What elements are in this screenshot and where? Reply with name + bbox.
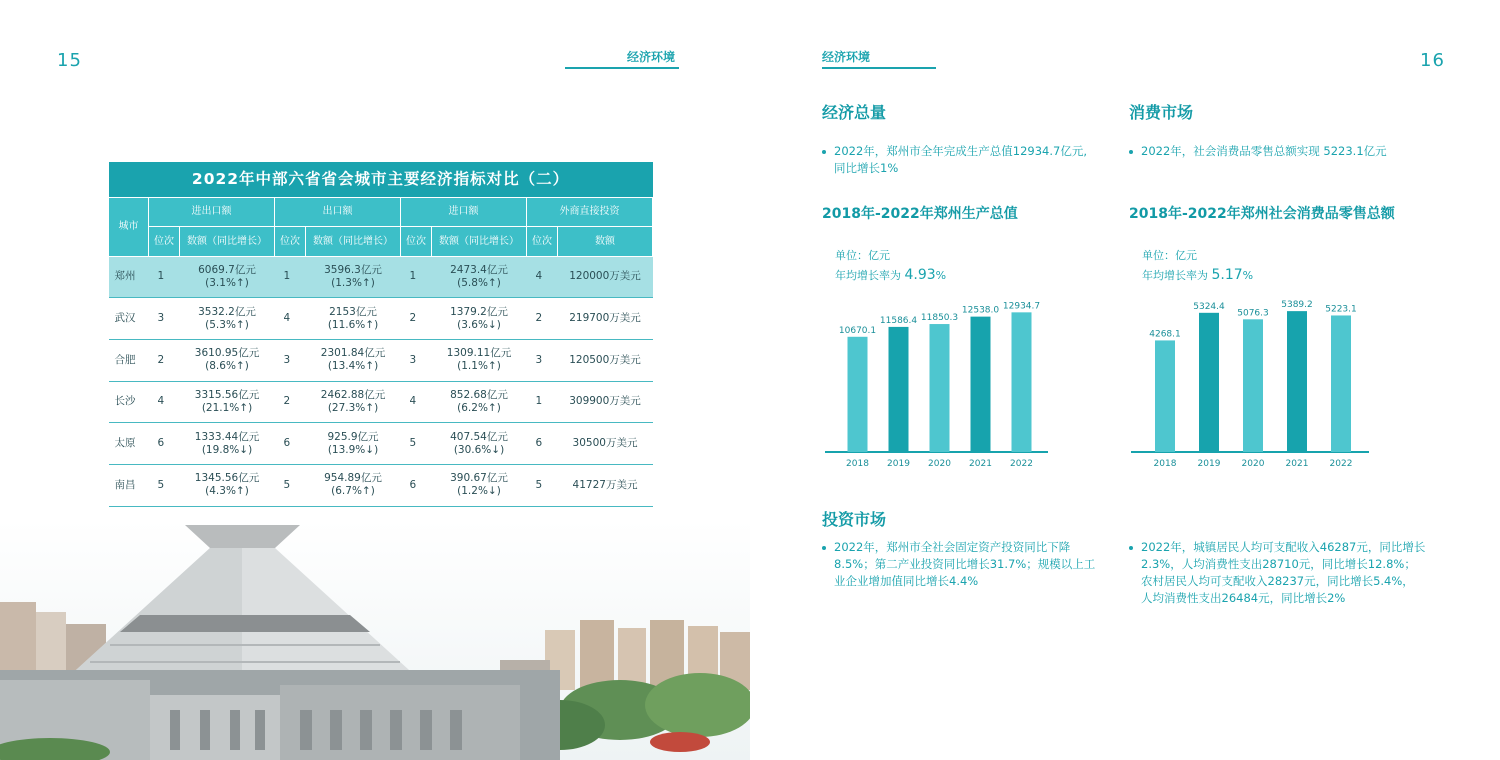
- chart-value-label: 11850.3: [920, 313, 959, 324]
- table-cell-city: [109, 423, 149, 465]
- table-sub-header: 数额（同比增长）: [432, 226, 527, 256]
- growth-rate-value: 4.93: [904, 267, 936, 283]
- gdp-bar-chart: [825, 285, 1050, 475]
- table-cell-city-value: 长沙: [114, 395, 136, 408]
- table-cell-amount-value: 390.67亿元: [450, 472, 508, 485]
- table-cell-rank-value: 1: [157, 270, 165, 283]
- chart-x-tick-label: 2022: [1329, 459, 1353, 469]
- table-cell-rank-value: 1: [535, 395, 543, 408]
- table-group-header: 进口额: [401, 197, 527, 226]
- bullet-dot: [1129, 150, 1133, 154]
- table-cell-rank: [149, 423, 180, 465]
- table-cell-rank: [401, 298, 432, 340]
- table-row: [109, 298, 653, 340]
- table-cell-amount-value: 407.54亿元: [450, 430, 508, 443]
- table-cell-amount: [558, 256, 653, 298]
- chart-bar: [1287, 311, 1307, 452]
- gdp-chart-unit: 单位：亿元: [835, 249, 890, 262]
- table-row: [109, 381, 653, 423]
- table-header-city: 城市: [109, 197, 149, 256]
- table-cell-rank: [149, 256, 180, 298]
- table-cell-rank-value: 6: [157, 437, 165, 450]
- gdp-chart-title: 2018年-2022年郑州生产总值: [822, 206, 1018, 222]
- table-cell-amount: [180, 339, 275, 381]
- table-cell-rank-value: 2: [409, 312, 417, 325]
- table-cell-rank-value: 5: [409, 437, 417, 450]
- table-cell-amount-value: 309900万美元: [569, 395, 641, 408]
- table-row: [109, 464, 653, 506]
- table-cell-rank: [527, 381, 558, 423]
- chart-value-label: 5324.4: [1193, 301, 1225, 312]
- table-cell-rank-value: 1: [283, 270, 291, 283]
- table-cell-amount: [306, 298, 401, 340]
- chart-value-label: 11586.4: [879, 315, 918, 326]
- table-cell-amount-growth: (3.1%↑): [205, 276, 249, 289]
- table-cell-rank: [401, 464, 432, 506]
- table-cell-rank-value: 2: [283, 395, 291, 408]
- table-cell-amount-value: 3532.2亿元: [198, 305, 256, 318]
- page-number-left: 15: [57, 50, 82, 71]
- chart-x-tick-label: 2022: [1010, 459, 1033, 469]
- table-cell-amount-value: 3596.3亿元: [324, 263, 382, 276]
- table-cell-amount-growth: (1.2%↓): [457, 485, 501, 498]
- table-cell-city: [109, 464, 149, 506]
- table-cell-amount: [432, 381, 527, 423]
- table-cell-rank: [275, 339, 306, 381]
- table-cell-rank: [149, 298, 180, 340]
- retail-chart-unit: 单位：亿元: [1142, 249, 1197, 262]
- table-cell-amount-value: 2473.4亿元: [450, 263, 508, 276]
- table-cell-rank-value: 3: [157, 312, 165, 325]
- table-cell-amount: [180, 423, 275, 465]
- table-cell-amount-growth: (27.3%↑): [327, 401, 379, 414]
- table-cell-amount-growth: (3.6%↓): [457, 318, 501, 331]
- table-cell-amount-value: 3315.56亿元: [194, 388, 260, 401]
- table-cell-rank-value: 3: [535, 353, 543, 366]
- table-row: [109, 256, 653, 298]
- gdp-bullet-line: 2022年，郑州市全年完成生产总值12934.7亿元,: [834, 144, 1087, 158]
- city-comparison-table: [108, 162, 653, 507]
- chart-bar: [930, 324, 950, 452]
- investment-bullet-line: 2022年，郑州市全社会固定资产投资同比下降: [834, 540, 1071, 554]
- growth-rate-prefix: 年均增长率为: [835, 269, 901, 282]
- table-cell-city: [109, 339, 149, 381]
- table-cell-city-value: 武汉: [114, 312, 136, 325]
- table-cell-amount-value: 120500万美元: [569, 353, 641, 366]
- table-group-header: 进出口额: [149, 197, 275, 226]
- table-cell-amount: [432, 298, 527, 340]
- table-cell-amount: [306, 381, 401, 423]
- chart-value-label: 4268.1: [1149, 329, 1181, 340]
- table-cell-amount-value: 3610.95亿元: [194, 347, 260, 360]
- table-cell-rank: [401, 256, 432, 298]
- table-cell-amount: [180, 381, 275, 423]
- table-cell-amount: [180, 298, 275, 340]
- table-cell-city: [109, 256, 149, 298]
- table-cell-amount-growth: (19.8%↓): [201, 443, 253, 456]
- gdp-bullet-text: [834, 143, 1087, 177]
- gdp-bullet: [822, 143, 1122, 177]
- table-cell-rank: [149, 464, 180, 506]
- table-cell-amount: [558, 381, 653, 423]
- chart-bar: [971, 317, 991, 452]
- table-cell-amount-value: 1333.44亿元: [194, 430, 260, 443]
- table-cell-amount-value: 30500万美元: [572, 437, 638, 450]
- table-cell-amount-growth: (5.3%↑): [205, 318, 249, 331]
- investment-bullet-text: [834, 539, 1095, 590]
- section-tag-underline-right: [822, 67, 936, 69]
- table-cell-amount-value: 1345.56亿元: [194, 472, 260, 485]
- table-sub-header: 位次: [275, 226, 306, 256]
- bullet-dot: [822, 546, 826, 550]
- chart-bar: [1012, 312, 1032, 452]
- retail-bar-chart: [1131, 285, 1371, 475]
- table-cell-rank: [527, 339, 558, 381]
- table-cell-amount-value: 2462.88亿元: [320, 388, 386, 401]
- table-cell-amount-growth: (8.6%↑): [205, 360, 249, 373]
- income-bullet-line: 2022年，城镇居民人均可支配收入46287元，同比增长: [1141, 540, 1426, 554]
- table-cell-amount: [558, 464, 653, 506]
- table-cell-amount: [558, 423, 653, 465]
- table-cell-rank: [275, 256, 306, 298]
- section-tag-right: 经济环境: [822, 50, 871, 64]
- chart-value-label: 12934.7: [1002, 301, 1041, 312]
- table-cell-amount-value: 852.68亿元: [450, 388, 508, 401]
- consumption-bullet-text: 2022年，社会消费品零售总额实现 5223.1亿元: [1141, 144, 1387, 158]
- income-bullet-line: 人均消费性支出26484元，同比增长2%: [1141, 591, 1346, 605]
- table-cell-rank-value: 2: [535, 312, 543, 325]
- income-bullet-line: 农村居民人均可支配收入28237元，同比增长5.4%，: [1141, 574, 1414, 588]
- table-cell-amount-value: 2153亿元: [329, 305, 377, 318]
- table-cell-rank-value: 5: [157, 478, 165, 491]
- table-cell-rank: [401, 381, 432, 423]
- table-cell-rank-value: 4: [409, 395, 417, 408]
- chart-bar: [1155, 340, 1175, 452]
- table-row: [109, 423, 653, 465]
- table-cell-amount-value: 41727万美元: [572, 478, 638, 491]
- table-cell-amount-growth: (1.3%↑): [331, 276, 375, 289]
- retail-chart-growth-rate: [1142, 267, 1253, 283]
- table-cell-rank: [275, 298, 306, 340]
- table-cell-rank-value: 4: [283, 312, 291, 325]
- table-cell-amount-growth: (21.1%↑): [201, 401, 253, 414]
- chart-value-label: 5076.3: [1237, 308, 1269, 319]
- table-cell-rank: [527, 464, 558, 506]
- growth-rate-suffix: %: [935, 269, 947, 282]
- investment-heading: 投资市场: [822, 510, 887, 529]
- table-cell-amount: [432, 423, 527, 465]
- table-cell-city: [109, 298, 149, 340]
- chart-bar: [848, 337, 868, 452]
- consumption-heading: 消费市场: [1129, 103, 1194, 122]
- chart-bar: [1199, 313, 1219, 452]
- table-cell-amount-growth: (30.6%↓): [453, 443, 505, 456]
- table-cell-rank: [149, 339, 180, 381]
- table-cell-amount-value: 2301.84亿元: [320, 347, 386, 360]
- table-cell-amount-value: 1379.2亿元: [450, 305, 508, 318]
- chart-x-tick-label: 2020: [1241, 459, 1265, 469]
- table-cell-amount-growth: (6.7%↑): [331, 485, 375, 498]
- table-cell-amount-growth: (11.6%↑): [327, 318, 379, 331]
- table-cell-amount: [180, 464, 275, 506]
- retail-chart-title: 2018年-2022年郑州社会消费品零售总额: [1129, 206, 1395, 222]
- investment-bullet-line: 业企业增加值同比增长4.4%: [834, 574, 979, 588]
- table-cell-rank-value: 3: [283, 353, 291, 366]
- table-cell-rank-value: 5: [283, 478, 291, 491]
- income-bullet: [1129, 539, 1459, 607]
- table-cell-rank: [527, 256, 558, 298]
- table-cell-city-value: 郑州: [114, 270, 136, 283]
- table-cell-amount-value: 219700万美元: [569, 312, 641, 325]
- table-cell-rank-value: 3: [409, 353, 417, 366]
- growth-rate-suffix: %: [1242, 269, 1254, 282]
- chart-bar: [1331, 315, 1351, 452]
- consumption-bullet: [1129, 143, 1449, 160]
- table-cell-rank: [149, 381, 180, 423]
- table-sub-header: 数额（同比增长）: [180, 226, 275, 256]
- table-cell-amount-value: 120000万美元: [569, 270, 641, 283]
- table-cell-amount-value: 1309.11亿元: [446, 347, 512, 360]
- gdp-chart-growth-rate: [835, 267, 946, 283]
- chart-value-label: 12538.0: [961, 305, 1000, 316]
- table-cell-amount-value: 954.89亿元: [324, 472, 382, 485]
- bullet-dot: [1129, 546, 1133, 550]
- table-cell-city-value: 合肥: [114, 353, 136, 366]
- table-cell-rank: [527, 298, 558, 340]
- gdp-heading: 经济总量: [822, 103, 887, 122]
- table-title: 2022年中部六省省会城市主要经济指标对比（二）: [109, 162, 653, 197]
- table-cell-rank: [527, 423, 558, 465]
- table-group-header: 外商直接投资: [527, 197, 653, 226]
- table-sub-header: 位次: [527, 226, 558, 256]
- investment-bullet: [822, 539, 1122, 590]
- chart-x-tick-label: 2019: [887, 459, 910, 469]
- income-bullet-text: [1141, 539, 1425, 607]
- table-cell-amount-growth: (1.1%↑): [457, 360, 501, 373]
- chart-value-label: 10670.1: [838, 325, 877, 336]
- table-cell-rank-value: 4: [535, 270, 543, 283]
- table-sub-header: 位次: [149, 226, 180, 256]
- table-cell-amount-growth: (5.8%↑): [457, 276, 501, 289]
- investment-bullet-line: 8.5%；第二产业投资同比增长31.7%；规模以上工: [834, 557, 1096, 571]
- income-bullet-line: 2.3%，人均消费性支出28710元，同比增长12.8%；: [1141, 557, 1416, 571]
- gdp-bullet-line: 同比增长1%: [834, 161, 899, 175]
- table-cell-rank-value: 5: [535, 478, 543, 491]
- table-cell-rank-value: 6: [409, 478, 417, 491]
- table-cell-rank-value: 6: [535, 437, 543, 450]
- table-cell-amount-growth: (6.2%↑): [457, 401, 501, 414]
- table-cell-rank: [401, 423, 432, 465]
- table-cell-amount-value: 925.9亿元: [327, 430, 379, 443]
- table-cell-rank: [275, 423, 306, 465]
- section-tag-underline-left: [565, 67, 679, 69]
- table-cell-amount: [432, 464, 527, 506]
- table-sub-header: 数额（同比增长）: [306, 226, 401, 256]
- chart-x-tick-label: 2021: [1285, 459, 1309, 469]
- table-cell-amount: [306, 339, 401, 381]
- table-cell-amount: [558, 339, 653, 381]
- table-cell-rank-value: 4: [157, 395, 165, 408]
- table-cell-city: [109, 381, 149, 423]
- table-cell-amount: [306, 464, 401, 506]
- table-cell-amount: [432, 256, 527, 298]
- table-cell-amount-growth: (4.3%↑): [205, 485, 249, 498]
- table-cell-rank-value: 2: [157, 353, 165, 366]
- table-cell-amount-growth: (13.9%↓): [327, 443, 379, 456]
- chart-x-tick-label: 2019: [1197, 459, 1221, 469]
- bullet-dot: [822, 150, 826, 154]
- section-tag-left: 经济环境: [627, 50, 676, 64]
- table-cell-rank-value: 6: [283, 437, 291, 450]
- table-cell-amount: [306, 256, 401, 298]
- table-cell-rank: [401, 339, 432, 381]
- chart-x-tick-label: 2018: [846, 459, 869, 469]
- museum-building-illustration: [0, 520, 750, 760]
- table-sub-header: 位次: [401, 226, 432, 256]
- table-group-header: 出口额: [275, 197, 401, 226]
- table-cell-rank: [275, 381, 306, 423]
- table-cell-rank-value: 1: [409, 270, 417, 283]
- table-cell-city-value: 太原: [114, 437, 136, 450]
- page-number-right: 16: [1420, 50, 1445, 71]
- table-cell-amount: [180, 256, 275, 298]
- table-cell-amount-growth: (13.4%↑): [327, 360, 379, 373]
- table-cell-rank: [275, 464, 306, 506]
- table-cell-amount: [306, 423, 401, 465]
- table-cell-amount-value: 6069.7亿元: [198, 263, 256, 276]
- table-sub-header: 数额: [558, 226, 653, 256]
- table-cell-amount: [432, 339, 527, 381]
- growth-rate-prefix: 年均增长率为: [1142, 269, 1208, 282]
- chart-value-label: 5389.2: [1281, 300, 1313, 311]
- table-cell-amount: [558, 298, 653, 340]
- chart-x-tick-label: 2021: [969, 459, 992, 469]
- chart-value-label: 5223.1: [1325, 304, 1357, 315]
- growth-rate-value: 5.17: [1211, 267, 1243, 283]
- chart-bar: [1243, 319, 1263, 452]
- chart-x-tick-label: 2020: [928, 459, 951, 469]
- chart-x-tick-label: 2018: [1153, 459, 1177, 469]
- table-row: [109, 339, 653, 381]
- chart-bar: [889, 327, 909, 452]
- table-cell-city-value: 南昌: [114, 478, 136, 491]
